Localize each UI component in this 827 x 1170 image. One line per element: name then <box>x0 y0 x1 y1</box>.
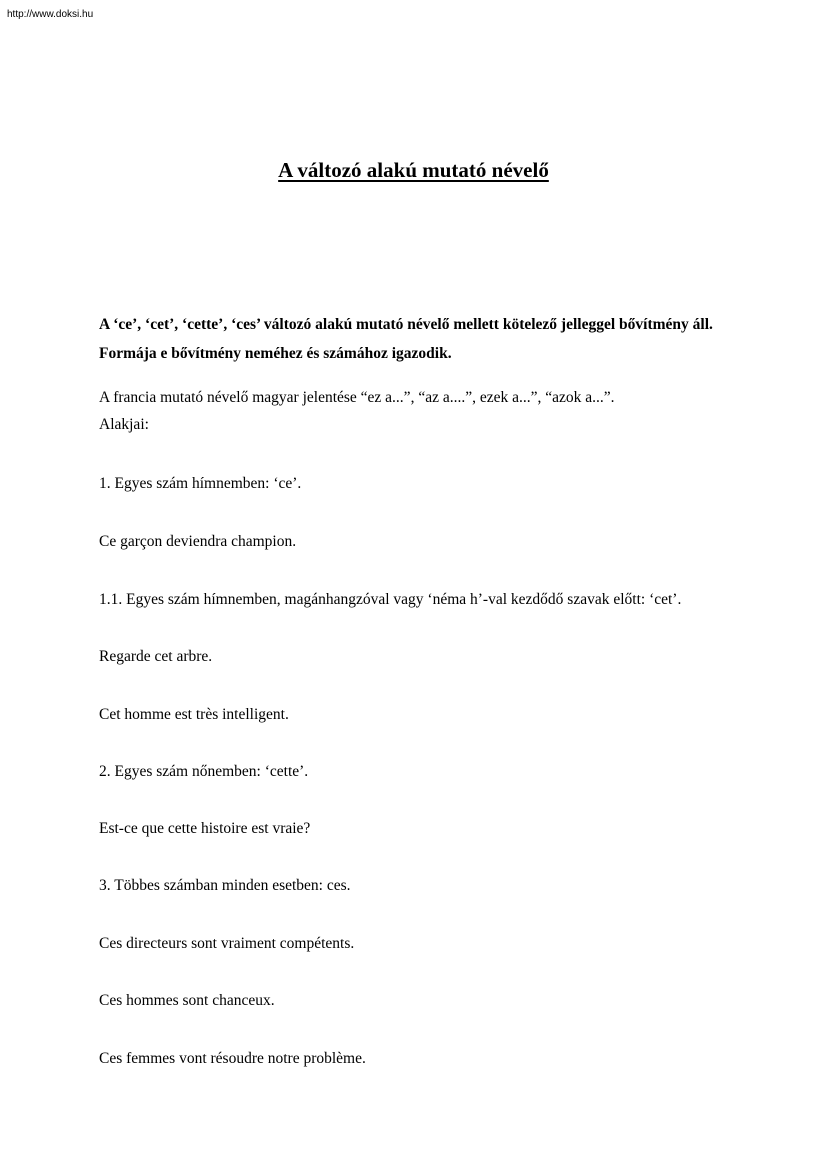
example-3-b: Ces hommes sont chanceux. <box>99 992 275 1009</box>
rule-3: 3. Többes számban minden esetben: ces. <box>99 877 351 894</box>
example-3-a: Ces directeurs sont vraiment compétents. <box>99 935 355 952</box>
example-2: Est-ce que cette histoire est vraie? <box>99 820 311 837</box>
rule-1-1: 1.1. Egyes szám hímnemben, magánhangzóval vagy ‘néma h’-val kezdődő szavak előtt: ‘cet’. <box>99 591 682 608</box>
page-title: A változó alakú mutató névelő <box>278 158 549 182</box>
example-1: Ce garçon deviendra champion. <box>99 533 297 550</box>
meaning-line: A francia mutató névelő magyar jelentése “ez a...”, “az a....”, ezek a...”, “azok a...”. <box>99 389 615 406</box>
rule-2: 2. Egyes szám nőnemben: ‘cette’. <box>99 763 309 780</box>
rule-1: 1. Egyes szám hímnemben: ‘ce’. <box>99 475 302 492</box>
intro-paragraph: A ‘ce’, ‘cet’, ‘cette’, ‘ces’ változó alakú mutató névelő mellett kötelező jelleggel bővítmény áll. Formája e bővítmény neméhez és számához igazodik. <box>99 316 713 362</box>
example-1-1-b: Cet homme est très intelligent. <box>99 706 289 723</box>
example-1-1-a: Regarde cet arbre. <box>99 648 213 665</box>
example-3-c: Ces femmes vont résoudre notre problème. <box>99 1050 366 1067</box>
source-url[interactable]: http://www.doksi.hu <box>7 9 94 20</box>
forms-label: Alakjai: <box>99 416 149 433</box>
